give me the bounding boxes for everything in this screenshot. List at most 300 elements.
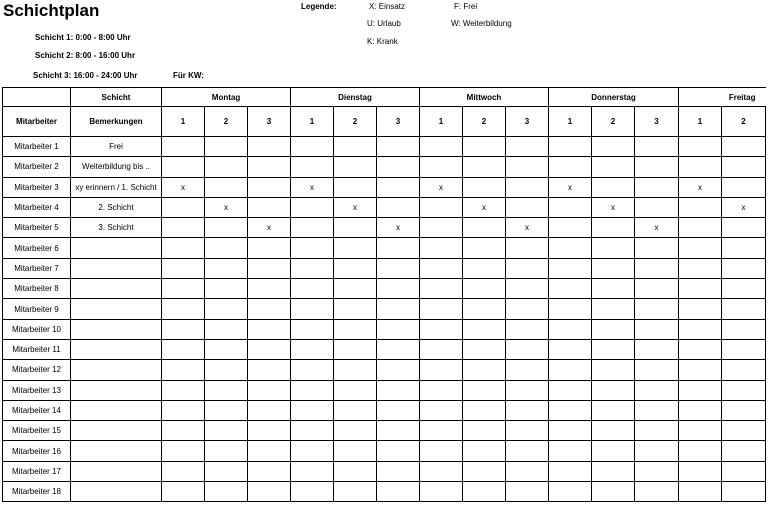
shift-cell[interactable] (463, 157, 506, 177)
shift-number-header: 1 (549, 107, 592, 137)
shift-cell[interactable] (420, 360, 463, 380)
shift-cell[interactable] (162, 157, 205, 177)
shift-cell[interactable] (506, 258, 549, 278)
shift-cell[interactable]: x (679, 177, 722, 197)
shift-cell[interactable] (248, 137, 291, 157)
shift-cell[interactable] (291, 319, 334, 339)
shift-cell[interactable] (549, 482, 592, 502)
shift-cell[interactable] (162, 360, 205, 380)
shift-cell[interactable]: x (592, 197, 635, 217)
shift-cell[interactable] (592, 177, 635, 197)
shift-cell[interactable] (420, 421, 463, 441)
shift-cell[interactable] (635, 197, 679, 217)
shift-cell[interactable] (334, 177, 377, 197)
shift-cell[interactable] (248, 197, 291, 217)
shift-cell[interactable] (679, 218, 722, 238)
shift-cell[interactable] (377, 197, 420, 217)
shift-cell[interactable] (549, 197, 592, 217)
shift-cell[interactable] (463, 421, 506, 441)
shift-cell[interactable] (162, 137, 205, 157)
shift-cell[interactable] (162, 258, 205, 278)
shift-cell[interactable] (248, 360, 291, 380)
shift-cell[interactable] (377, 441, 420, 461)
shift-cell[interactable] (162, 319, 205, 339)
shift-cell[interactable] (722, 218, 766, 238)
shift-cell[interactable] (635, 461, 679, 481)
shift-cell[interactable] (506, 299, 549, 319)
table-row (3, 360, 766, 380)
shift-cell[interactable] (722, 279, 766, 299)
shift-cell[interactable] (291, 360, 334, 380)
shift-cell[interactable] (679, 421, 722, 441)
shift-cell[interactable] (592, 380, 635, 400)
shift-cell[interactable] (248, 421, 291, 441)
shift-cell[interactable] (248, 157, 291, 177)
legend-code: F: (454, 2, 462, 11)
remarks-cell[interactable] (71, 238, 162, 258)
shift-cell[interactable] (291, 197, 334, 217)
shift-cell[interactable] (248, 482, 291, 502)
shift-cell[interactable] (463, 299, 506, 319)
shift-cell[interactable] (334, 339, 377, 359)
shift-cell[interactable] (248, 299, 291, 319)
shift-cell[interactable] (291, 380, 334, 400)
shift-cell[interactable] (162, 299, 205, 319)
shift-cell[interactable] (679, 157, 722, 177)
legend-code: W: (451, 19, 461, 28)
shift-cell[interactable] (722, 319, 766, 339)
shift-cell[interactable] (205, 238, 248, 258)
shift-cell[interactable] (420, 279, 463, 299)
shift-cell[interactable] (506, 197, 549, 217)
shift-cell[interactable]: x (248, 218, 291, 238)
shift-cell[interactable] (635, 421, 679, 441)
shift-cell[interactable] (635, 441, 679, 461)
shift-cell[interactable] (334, 400, 377, 420)
shift-cell[interactable] (205, 279, 248, 299)
shift-cell[interactable] (291, 441, 334, 461)
remarks-cell[interactable] (71, 441, 162, 461)
shift-cell[interactable] (592, 258, 635, 278)
shift-cell[interactable] (377, 279, 420, 299)
shift-cell[interactable] (248, 461, 291, 481)
shift-cell[interactable] (463, 238, 506, 258)
shift-cell[interactable] (205, 360, 248, 380)
shift-cell[interactable] (334, 380, 377, 400)
shift-cell[interactable] (205, 137, 248, 157)
shift-cell[interactable] (205, 157, 248, 177)
shift-cell[interactable] (722, 258, 766, 278)
shift-cell[interactable] (463, 400, 506, 420)
shift-cell[interactable] (334, 421, 377, 441)
shift-cell[interactable] (291, 279, 334, 299)
table-row (3, 299, 766, 319)
shift-cell[interactable] (679, 360, 722, 380)
shift-cell[interactable] (506, 157, 549, 177)
shift-cell[interactable] (334, 238, 377, 258)
shift-cell[interactable]: x (722, 197, 766, 217)
remarks-cell[interactable]: xy erinnern / 1. Schicht (71, 177, 162, 197)
legend-item-krank (367, 37, 398, 46)
shift-cell[interactable] (635, 177, 679, 197)
shift-cell[interactable] (506, 482, 549, 502)
shift-cell[interactable] (722, 461, 766, 481)
shift-cell[interactable] (679, 380, 722, 400)
remarks-cell[interactable] (71, 380, 162, 400)
shift-cell[interactable] (248, 400, 291, 420)
table-row (3, 319, 766, 339)
shift-cell[interactable] (679, 197, 722, 217)
shift-cell[interactable] (549, 319, 592, 339)
shift-cell[interactable] (635, 279, 679, 299)
shift-cell[interactable]: x (205, 197, 248, 217)
shift-cell[interactable] (722, 238, 766, 258)
shift-cell[interactable] (635, 238, 679, 258)
shift-cell[interactable] (248, 319, 291, 339)
shift-cell[interactable] (549, 258, 592, 278)
shift-cell[interactable] (248, 238, 291, 258)
shift-cell[interactable] (549, 461, 592, 481)
shift-cell[interactable]: x (420, 177, 463, 197)
employee-name: Mitarbeiter 12 (3, 360, 71, 380)
shift-cell[interactable] (635, 258, 679, 278)
shift-cell[interactable] (463, 339, 506, 359)
shift-cell[interactable] (592, 482, 635, 502)
shift-cell[interactable] (205, 441, 248, 461)
shift-cell[interactable] (334, 441, 377, 461)
remarks-cell[interactable] (71, 279, 162, 299)
table-row (3, 279, 766, 299)
shift-cell[interactable] (506, 380, 549, 400)
employee-name: Mitarbeiter 8 (3, 279, 71, 299)
shift-cell[interactable] (592, 157, 635, 177)
shift-cell[interactable] (679, 339, 722, 359)
remarks-cell[interactable]: 3. Schicht (71, 218, 162, 238)
remarks-cell[interactable] (71, 258, 162, 278)
shift-cell[interactable] (463, 319, 506, 339)
shift-cell[interactable] (377, 238, 420, 258)
shift-cell[interactable] (635, 319, 679, 339)
shift-cell[interactable] (549, 299, 592, 319)
shift-cell[interactable] (549, 421, 592, 441)
shift-cell[interactable] (635, 482, 679, 502)
shift-cell[interactable] (420, 238, 463, 258)
shift-cell[interactable] (291, 461, 334, 481)
shift-cell[interactable] (463, 258, 506, 278)
shift-cell[interactable] (291, 157, 334, 177)
shift-cell[interactable] (334, 157, 377, 177)
shift-cell[interactable] (205, 421, 248, 441)
shift-cell[interactable] (679, 299, 722, 319)
shift-cell[interactable] (205, 299, 248, 319)
shift-cell[interactable] (291, 258, 334, 278)
shift-cell[interactable] (420, 400, 463, 420)
shift-cell[interactable] (162, 380, 205, 400)
shift-cell[interactable] (549, 360, 592, 380)
shift-cell[interactable] (291, 482, 334, 502)
shift-cell[interactable] (291, 421, 334, 441)
shift-cell[interactable] (679, 482, 722, 502)
shift-cell[interactable] (205, 380, 248, 400)
shift-cell[interactable] (506, 279, 549, 299)
shift-cell[interactable] (162, 197, 205, 217)
shift-cell[interactable] (420, 218, 463, 238)
shift-cell[interactable] (334, 319, 377, 339)
remarks-cell[interactable]: Frei (71, 137, 162, 157)
shift-cell[interactable] (506, 137, 549, 157)
shift-cell[interactable] (205, 482, 248, 502)
shift-cell[interactable] (506, 319, 549, 339)
shift-cell[interactable] (377, 177, 420, 197)
shift-cell[interactable] (420, 339, 463, 359)
shift-cell[interactable]: x (635, 218, 679, 238)
shift-cell[interactable] (248, 258, 291, 278)
shift-cell[interactable] (463, 360, 506, 380)
shift-cell[interactable] (162, 218, 205, 238)
shift-cell[interactable] (722, 137, 766, 157)
shift-cell[interactable] (722, 441, 766, 461)
shift-cell[interactable] (635, 157, 679, 177)
legend-code: X: (369, 2, 377, 11)
shift-number-header: 2 (463, 107, 506, 137)
shift-cell[interactable] (377, 157, 420, 177)
shift-cell[interactable] (506, 421, 549, 441)
shift-cell[interactable] (635, 137, 679, 157)
shift-cell[interactable] (463, 380, 506, 400)
shift-cell[interactable]: x (162, 177, 205, 197)
shift-cell[interactable] (722, 177, 766, 197)
shift-cell[interactable] (291, 218, 334, 238)
shift-cell[interactable] (205, 339, 248, 359)
shift-cell[interactable] (377, 360, 420, 380)
shift-cell[interactable]: x (291, 177, 334, 197)
remarks-cell[interactable] (71, 461, 162, 481)
shift-1-label: Schicht 1: (35, 33, 74, 42)
shift-cell[interactable] (205, 461, 248, 481)
shift-cell[interactable] (377, 339, 420, 359)
shift-cell[interactable] (592, 400, 635, 420)
shift-cell[interactable] (377, 461, 420, 481)
shift-cell[interactable] (549, 157, 592, 177)
shift-cell[interactable] (377, 137, 420, 157)
shift-cell[interactable] (506, 339, 549, 359)
shift-cell[interactable] (592, 137, 635, 157)
shift-cell[interactable] (506, 238, 549, 258)
shift-cell[interactable] (291, 299, 334, 319)
shift-cell[interactable] (463, 279, 506, 299)
shift-cell[interactable] (549, 279, 592, 299)
shift-cell[interactable] (722, 299, 766, 319)
shift-cell[interactable] (592, 299, 635, 319)
shift-cell[interactable] (463, 177, 506, 197)
shift-cell[interactable] (463, 441, 506, 461)
legend-item-urlaub (367, 19, 401, 28)
shift-2-info (35, 51, 135, 60)
shift-cell[interactable] (420, 461, 463, 481)
remarks-cell[interactable]: 2. Schicht (71, 197, 162, 217)
shift-cell[interactable] (377, 380, 420, 400)
legend-text: Frei (463, 2, 478, 11)
shift-cell[interactable] (420, 258, 463, 278)
shift-cell[interactable] (463, 461, 506, 481)
day-header-montag: Montag (162, 88, 291, 107)
shift-cell[interactable] (592, 461, 635, 481)
header-bemerkungen: Bemerkungen (71, 107, 162, 137)
shift-cell[interactable] (420, 441, 463, 461)
shift-cell[interactable] (592, 339, 635, 359)
shift-cell[interactable] (377, 421, 420, 441)
shift-cell[interactable] (205, 400, 248, 420)
shift-3-time: 16:00 - 24:00 Uhr (73, 71, 138, 80)
shift-cell[interactable] (205, 258, 248, 278)
table-row (3, 461, 766, 481)
shift-cell[interactable]: x (506, 218, 549, 238)
employee-name: Mitarbeiter 14 (3, 400, 71, 420)
shift-cell[interactable] (679, 238, 722, 258)
shift-cell[interactable] (377, 482, 420, 502)
shift-cell[interactable] (506, 177, 549, 197)
shift-cell[interactable] (506, 441, 549, 461)
shift-cell[interactable] (205, 218, 248, 238)
shift-cell[interactable] (248, 441, 291, 461)
shift-cell[interactable] (420, 137, 463, 157)
schedule-table (2, 87, 766, 502)
shift-cell[interactable] (248, 380, 291, 400)
shift-cell[interactable] (549, 339, 592, 359)
shift-cell[interactable] (205, 319, 248, 339)
shift-cell[interactable] (635, 339, 679, 359)
shift-cell[interactable]: x (549, 177, 592, 197)
shift-number-header: 3 (506, 107, 549, 137)
shift-cell[interactable] (463, 137, 506, 157)
shift-cell[interactable] (377, 299, 420, 319)
shift-cell[interactable] (722, 482, 766, 502)
shift-cell[interactable]: x (334, 197, 377, 217)
legend-text: Urlaub (377, 19, 401, 28)
header-empty-cell (3, 88, 71, 107)
shift-cell[interactable] (162, 339, 205, 359)
shift-cell[interactable] (334, 218, 377, 238)
shift-cell[interactable] (334, 279, 377, 299)
remarks-cell[interactable] (71, 421, 162, 441)
shift-cell[interactable] (722, 380, 766, 400)
remarks-cell[interactable] (71, 299, 162, 319)
shift-cell[interactable] (248, 177, 291, 197)
shift-cell[interactable] (549, 218, 592, 238)
shift-cell[interactable] (291, 137, 334, 157)
shift-cell[interactable] (549, 441, 592, 461)
shift-cell[interactable] (679, 279, 722, 299)
shift-cell[interactable] (162, 482, 205, 502)
shift-cell[interactable] (592, 218, 635, 238)
shift-cell[interactable] (248, 339, 291, 359)
shift-cell[interactable] (679, 258, 722, 278)
shift-cell[interactable] (334, 360, 377, 380)
shift-cell[interactable] (549, 238, 592, 258)
shift-cell[interactable] (420, 299, 463, 319)
shift-cell[interactable] (592, 421, 635, 441)
remarks-cell[interactable] (71, 319, 162, 339)
remarks-cell[interactable] (71, 339, 162, 359)
shift-cell[interactable] (635, 400, 679, 420)
shift-cell[interactable] (162, 238, 205, 258)
remarks-cell[interactable]: Weiterbildung bis .. (71, 157, 162, 177)
shift-cell[interactable] (463, 218, 506, 238)
legend-text: Einsatz (378, 2, 406, 11)
shift-cell[interactable] (549, 400, 592, 420)
shift-cell[interactable] (592, 441, 635, 461)
shift-cell[interactable] (420, 380, 463, 400)
legend-code: K: (367, 37, 375, 46)
shift-cell[interactable] (162, 461, 205, 481)
shift-cell[interactable] (377, 319, 420, 339)
shift-cell[interactable] (592, 319, 635, 339)
shift-cell[interactable] (420, 319, 463, 339)
shift-cell[interactable] (592, 360, 635, 380)
shift-cell[interactable]: x (463, 197, 506, 217)
shift-cell[interactable] (463, 482, 506, 502)
remarks-cell[interactable] (71, 400, 162, 420)
shift-cell[interactable] (377, 258, 420, 278)
shift-cell[interactable] (291, 339, 334, 359)
shift-number-header: 1 (291, 107, 334, 137)
shift-cell[interactable] (334, 482, 377, 502)
shift-cell[interactable] (679, 319, 722, 339)
shift-cell[interactable] (679, 461, 722, 481)
shift-cell[interactable] (679, 400, 722, 420)
shift-cell[interactable] (377, 400, 420, 420)
day-header-dienstag: Dienstag (291, 88, 420, 107)
shift-cell[interactable] (722, 400, 766, 420)
shift-cell[interactable] (205, 177, 248, 197)
shift-cell[interactable] (635, 380, 679, 400)
shift-cell[interactable] (291, 400, 334, 420)
shift-cell[interactable] (334, 137, 377, 157)
shift-cell[interactable] (549, 380, 592, 400)
shift-cell[interactable] (334, 299, 377, 319)
shift-cell[interactable] (420, 157, 463, 177)
shift-cell[interactable] (506, 400, 549, 420)
shift-cell[interactable] (162, 441, 205, 461)
shift-cell[interactable] (549, 137, 592, 157)
shift-cell[interactable] (722, 360, 766, 380)
shift-cell[interactable] (635, 299, 679, 319)
remarks-cell[interactable] (71, 482, 162, 502)
shift-cell[interactable] (420, 197, 463, 217)
shift-cell[interactable] (291, 238, 334, 258)
shift-cell[interactable] (162, 400, 205, 420)
shift-cell[interactable] (248, 279, 291, 299)
shift-cell[interactable] (679, 137, 722, 157)
table-row (3, 197, 766, 217)
shift-cell[interactable] (162, 421, 205, 441)
shift-cell[interactable] (506, 360, 549, 380)
shift-cell[interactable] (592, 238, 635, 258)
shift-cell[interactable] (679, 441, 722, 461)
shift-cell[interactable] (334, 461, 377, 481)
shift-cell[interactable] (506, 461, 549, 481)
shift-cell[interactable] (635, 360, 679, 380)
shift-cell[interactable]: x (377, 218, 420, 238)
shift-cell[interactable] (592, 279, 635, 299)
shift-cell[interactable] (334, 258, 377, 278)
shift-cell[interactable] (722, 421, 766, 441)
shift-cell[interactable] (162, 279, 205, 299)
shift-cell[interactable] (722, 157, 766, 177)
remarks-cell[interactable] (71, 360, 162, 380)
shift-cell[interactable] (722, 339, 766, 359)
shift-cell[interactable] (420, 482, 463, 502)
